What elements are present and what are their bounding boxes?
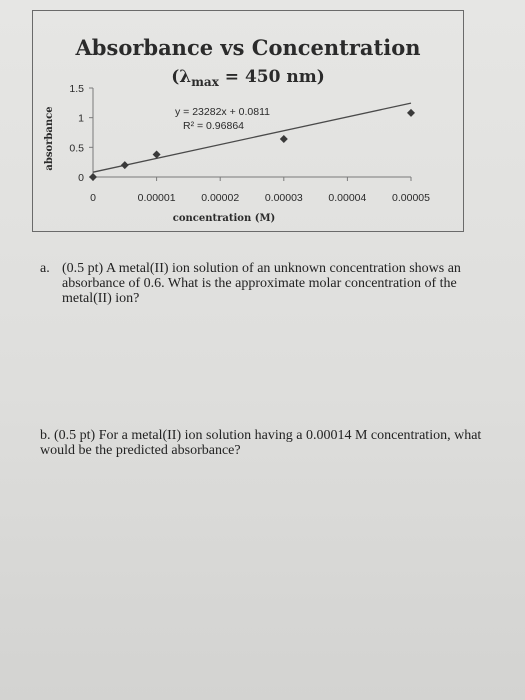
y-tick-label: 0.5 — [69, 142, 84, 155]
data-point — [121, 161, 129, 169]
question-a-line3: metal(II) ion? — [62, 291, 140, 306]
r-squared-label: R² = 0.96864 — [183, 120, 245, 132]
question-b-line2: would be the predicted absorbance? — [40, 443, 241, 458]
question-a-line1: (0.5 pt) A metal(II) ion solution of an unknown concentration shows an — [62, 261, 461, 276]
x-tick-label: 0.00001 — [137, 192, 176, 204]
question-a-label: a. — [40, 261, 50, 276]
data-point — [89, 173, 97, 181]
lambda-symbol: λ — [179, 67, 192, 87]
subtitle-suffix: = 450 nm) — [218, 67, 325, 87]
y-axis-title: absorbance — [44, 106, 55, 171]
y-tick-label: 0 — [78, 172, 84, 184]
data-point — [280, 135, 288, 143]
x-tick-label: 0.00003 — [264, 192, 303, 204]
question-a-line2: absorbance of 0.6. What is the approximate molar concentration of the — [62, 276, 457, 291]
question-b — [40, 428, 495, 458]
x-tick-label: 0.00002 — [201, 192, 240, 204]
subtitle-prefix: ( — [171, 67, 180, 87]
trendline-equation: y = 23282x + 0.0811 — [175, 106, 270, 118]
plot-area — [33, 11, 465, 233]
y-tick-label: 1.5 — [69, 83, 84, 95]
chart-frame — [32, 10, 464, 232]
lambda-subscript: max — [191, 75, 219, 89]
y-tick-label: 1 — [78, 112, 84, 125]
x-tick-label: 0.00005 — [392, 192, 430, 204]
question-b-line1: b. (0.5 pt) For a metal(II) ion solution having a 0.00014 M concentration, what — [40, 428, 482, 443]
x-axis-title: concentration (M) — [172, 213, 276, 224]
question-a — [40, 261, 490, 306]
data-point — [407, 109, 415, 117]
x-tick-label: 0 — [90, 192, 96, 204]
chart-title: Absorbance vs Concentration — [75, 35, 421, 60]
x-tick-label: 0.00004 — [328, 192, 367, 204]
